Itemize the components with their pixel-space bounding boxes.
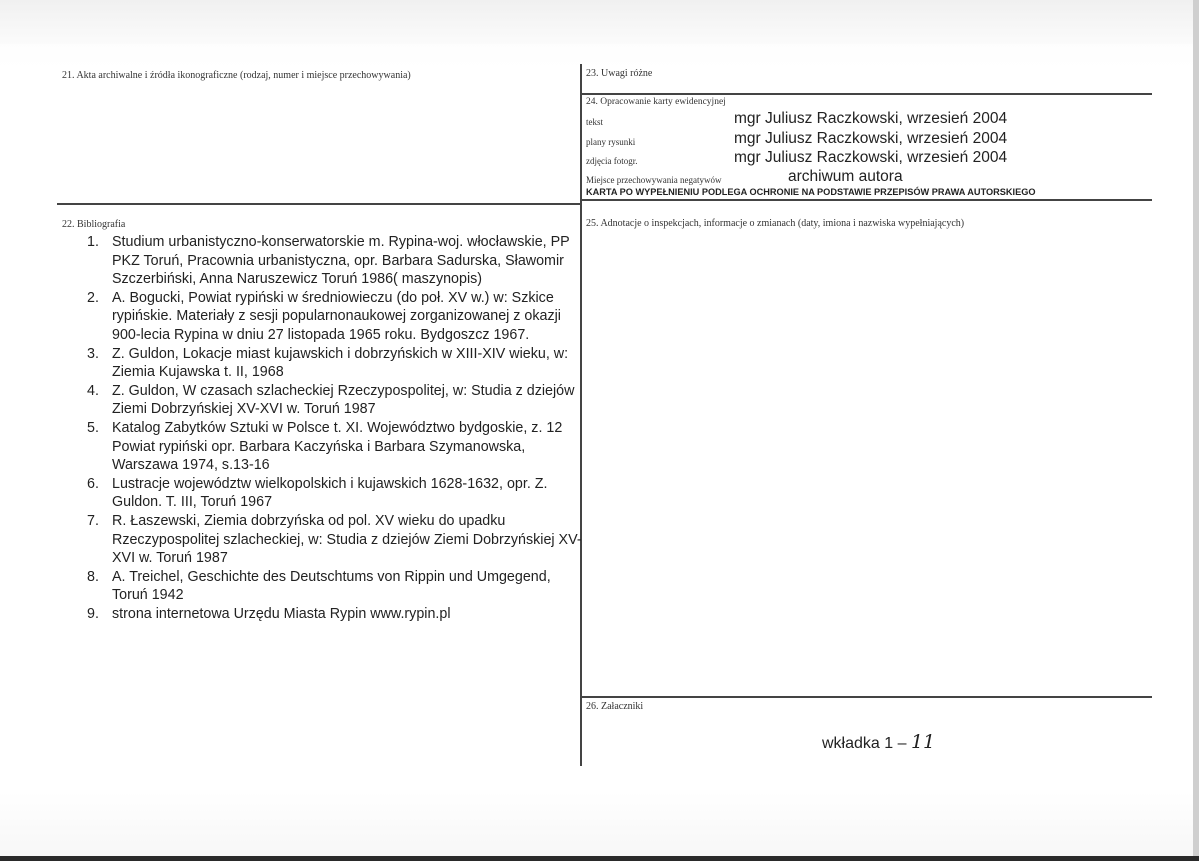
bibliography-item bbox=[82, 605, 582, 624]
item-number: 1. bbox=[87, 234, 99, 250]
bibliography-item bbox=[82, 382, 582, 419]
item-number: 6. bbox=[87, 475, 99, 492]
bibliography-item bbox=[82, 289, 582, 345]
item-number: 2. bbox=[87, 289, 99, 306]
insert-label bbox=[822, 731, 935, 753]
copyright-notice: KARTA PO WYPEŁNIENIU PODLEGA OCHRONIE NA PODSTAWIE PRZEPISÓW PRAWA AUTORSKIEGO bbox=[586, 187, 1036, 197]
item-text: strona internetowa Urzędu Miasta Rypin www.rypin.pl bbox=[112, 605, 451, 622]
item-text: Katalog Zabytków Sztuki w Polsce t. XI. Województwo bydgoskie, z. 12 Powiat rypiński opr. Barbara Kaczyńska i Barbara Szymanowska, Warszawa 1974, s.13-16 bbox=[112, 419, 563, 474]
credit-value-negatives: archiwum autora bbox=[788, 168, 903, 185]
section-23-header: 23. Uwagi różne bbox=[586, 68, 653, 79]
section-24-header: 24. Opracowanie karty ewidencyjnej bbox=[586, 97, 726, 107]
item-text: Studium urbanistyczno-konserwatorskie m. Rypina-woj. włocławskie, PP PKZ Toruń, Pracownia urbanistyczna, opr. Barbara Sadurska, Sławomir Szczerbiński, Anna Naruszewicz Toruń 1986( maszynopis) bbox=[112, 234, 570, 288]
divider-25-26 bbox=[582, 696, 1152, 698]
item-number: 9. bbox=[87, 605, 99, 622]
credit-label-text: tekst bbox=[586, 117, 603, 127]
bibliography-item bbox=[82, 512, 582, 568]
bibliography-list bbox=[82, 233, 582, 623]
item-text: R. Łaszewski, Ziemia dobrzyńska od pol. XV wieku do upadku Rzeczypospolitej szlacheckiej, w: Studia z dziejów Ziemi Dobrzyńskiej XV-XVI w. Toruń 1987 bbox=[112, 512, 582, 567]
credit-label-negatives: Miejsce przechowywania negatywów bbox=[586, 175, 722, 185]
credit-label-plans: plany rysunki bbox=[586, 137, 636, 147]
scan-top-band bbox=[0, 0, 1199, 44]
insert-label-text: wkładka 1 – bbox=[822, 735, 907, 752]
item-number: 5. bbox=[87, 419, 99, 436]
bibliography-item bbox=[82, 233, 582, 289]
item-number: 7. bbox=[87, 512, 99, 529]
bibliography-item bbox=[82, 345, 582, 382]
item-text: Z. Guldon, Lokacje miast kujawskich i dobrzyńskich w XIII-XIV wieku, w: Ziemia Kujawska t. II, 1968 bbox=[112, 345, 569, 381]
divider-24-25 bbox=[582, 199, 1152, 201]
credit-value-plans: mgr Juliusz Raczkowski, wrzesień 2004 bbox=[734, 130, 1008, 147]
scan-bottom-edge bbox=[0, 856, 1199, 861]
bibliography-item bbox=[82, 568, 582, 605]
section-22-header: 22. Bibliografia bbox=[62, 219, 126, 230]
item-text: Lustracje województw wielkopolskich i kujawskich 1628-1632, opr. Z. Guldon. T. III, Toruń 1967 bbox=[112, 475, 548, 511]
item-text: Z. Guldon, W czasach szlacheckiej Rzeczypospolitej, w: Studia z dziejów Ziemi Dobrzyńskiej XV-XVI w. Toruń 1987 bbox=[112, 382, 575, 418]
section-26-header: 26. Załaczniki bbox=[586, 701, 644, 712]
credit-label-photos: zdjęcia fotogr. bbox=[586, 156, 638, 166]
item-text: A. Treichel, Geschichte des Deutschtums von Rippin und Umgegend, Toruń 1942 bbox=[112, 568, 551, 604]
credit-value-text: mgr Juliusz Raczkowski, wrzesień 2004 bbox=[734, 110, 1008, 127]
insert-handwritten-number: 11 bbox=[910, 731, 936, 753]
item-number: 3. bbox=[87, 345, 99, 362]
section-21-header: 21. Akta archiwalne i źródła ikonograficzne (rodzaj, numer i miejsce przechowywania) bbox=[62, 70, 411, 81]
item-number: 4. bbox=[87, 382, 99, 399]
credit-value-photos: mgr Juliusz Raczkowski, wrzesień 2004 bbox=[734, 149, 1008, 166]
item-number: 8. bbox=[87, 568, 99, 585]
bibliography-item bbox=[82, 419, 582, 475]
scan-right-edge bbox=[1193, 0, 1199, 861]
divider-21-22 bbox=[57, 203, 581, 205]
divider-23-24 bbox=[582, 93, 1152, 95]
section-25-header: 25. Adnotacje o inspekcjach, informacje o zmianach (daty, imiona i nazwiska wypełniających) bbox=[586, 218, 965, 229]
bibliography-item bbox=[82, 475, 582, 512]
item-text: A. Bogucki, Powiat rypiński w średniowieczu (do poł. XV w.) w: Szkice rypińskie. Materiały z sesji popularnonaukowej zorganizowanej z okazji 900-lecia Rypina w dniu 27 listopada 1965 roku. Bydgoszcz 1967. bbox=[112, 289, 561, 343]
